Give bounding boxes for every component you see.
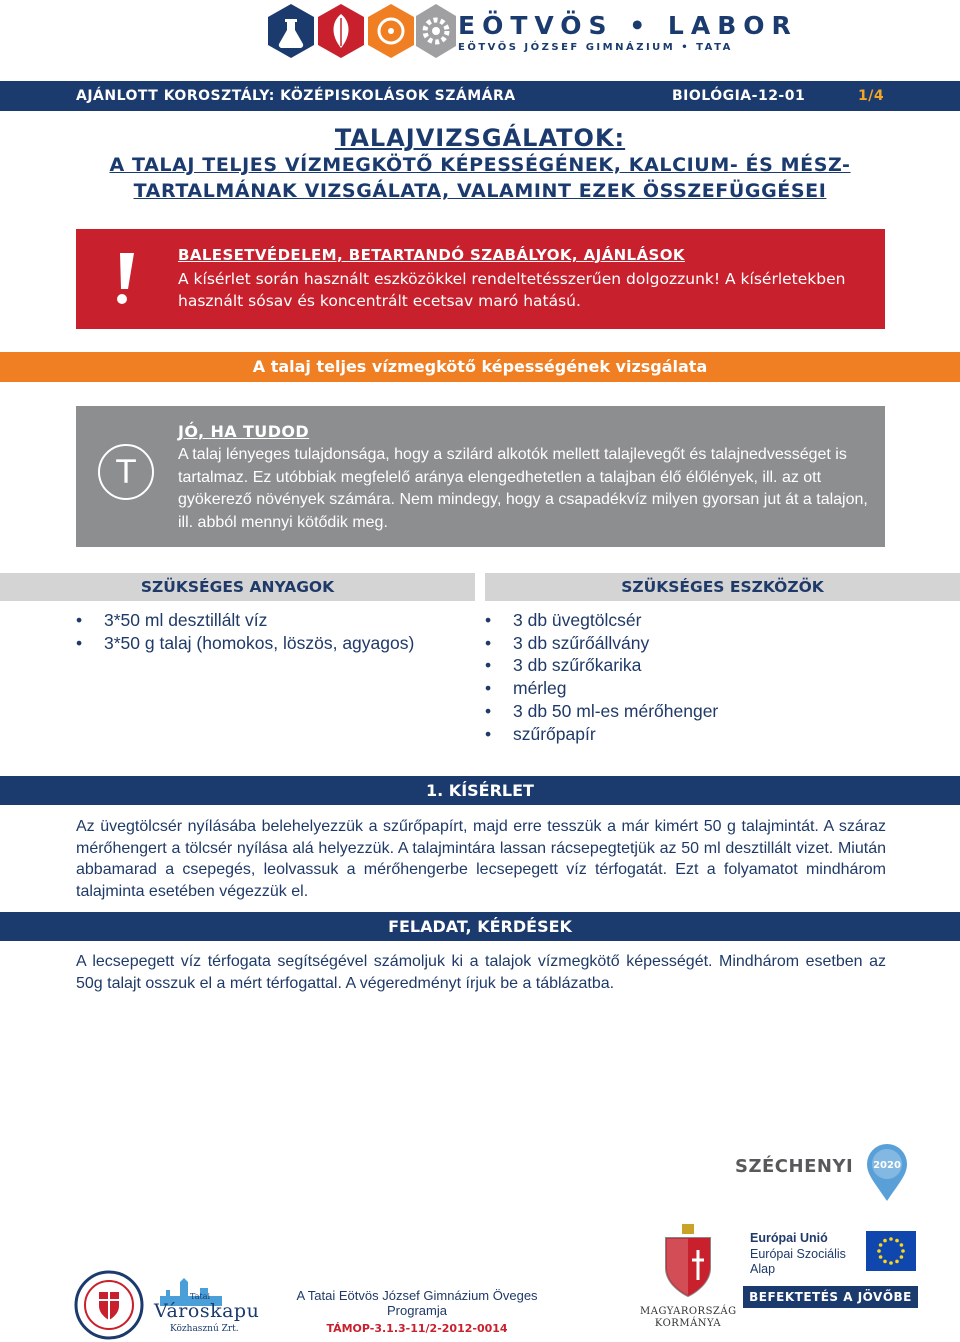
location-pin-icon	[865, 1143, 909, 1203]
brand	[458, 12, 798, 53]
materials-list	[76, 609, 414, 654]
varoskapu-tatai: Tatai	[190, 1292, 211, 1301]
experiment-text: Az üvegtölcsér nyílásába belehelyezzük a szűrőpapírt, majd erre tesszük a már kimért 50 g talajmintát. A száraz mérőhengert a tölcsér nyílása alá helyezzük. A talajmintára lassan rácsepegtetjük az 50 ml desztillált vizet. Miután abbamarad a csepegés, leolvassuk a mérőhengerbe lecsepegett víz térfogatát. Ezt a folyamatot mindhárom talajminta esetében végezzük el.	[76, 818, 886, 900]
subject-code: BIOLÓGIA-12-01	[672, 88, 806, 104]
list-item: • 3*50 g talaj (homokos, löszös, agyagos)	[76, 632, 414, 655]
header-bar	[0, 81, 960, 111]
tools-heading: SZÜKSÉGES ESZKÖZÖK	[485, 573, 960, 601]
info-heading: JÓ, HA TUDOD	[178, 422, 310, 441]
list-item: • 3 db szűrőállvány	[485, 632, 718, 655]
list-item: • 3 db 50 ml-es mérőhenger	[485, 700, 718, 723]
info-text: A talaj lényeges tulajdonsága, hogy a szilárd alkotók mellett talajlevegőt és talajnedvességet is tartalmaz. Ez utóbbiak megfelelő aránya elengedhetetlen a talajban élő élőlények, ill. az ott gyökerező növények számára. Nem mindegy, hogy a csapadékvíz milyen gyorsan jut át a talajon, ill. abból mennyi kötődik meg.	[178, 446, 868, 531]
experiment-heading: 1. KÍSÉRLET	[0, 776, 960, 805]
eu-flag-icon	[866, 1231, 916, 1271]
szechenyi-label: SZÉCHENYI	[735, 1156, 854, 1177]
list-item: • 3 db üvegtölcsér	[485, 609, 718, 632]
title-line-2: A TALAJ TELJES VÍZMEGKÖTŐ KÉPESSÉGÉNEK, KALCIUM- ÉS MÉSZ-TARTALMÁNAK VIZSGÁLATA, VALAMINT EZEK ÖSSZEFÜGGÉSEI	[109, 154, 851, 202]
brand-title: EÖTVÖS • LABOR	[458, 11, 798, 40]
gov-line-2: KORMÁNYA	[654, 1318, 722, 1329]
hungarian-government-logo	[640, 1222, 736, 1340]
eotvos-labor-logo-hexagons	[266, 2, 456, 60]
eu-line-1: Európai Unió	[750, 1231, 828, 1245]
safety-box	[76, 229, 885, 329]
hungarian-coat-of-arms-icon	[658, 1222, 718, 1302]
gov-line-1: MAGYARORSZÁG	[640, 1306, 737, 1317]
varoskapu-logo	[150, 1278, 260, 1338]
program-code: TÁMOP-3.1.3-11/2-2012-0014	[326, 1322, 508, 1335]
varoskapu-subtitle: Közhasznú Zrt.	[170, 1324, 239, 1334]
eu-line-3: Alap	[750, 1262, 776, 1276]
page-number: 1/4	[858, 88, 885, 104]
varoskapu-name: Városkapu	[154, 1300, 260, 1322]
szechenyi-year: 2020	[873, 1160, 901, 1171]
section-title: A talaj teljes vízmegkötő képességének vizsgálata	[0, 352, 960, 382]
eu-line-2: Európai Szociális	[750, 1246, 846, 1261]
title-line-1: TALAJVIZSGÁLATOK:	[334, 124, 626, 152]
list-item: • 3*50 ml desztillált víz	[76, 609, 414, 632]
program-line: A Tatai Eötvös József Gimnázium Öveges Programja	[296, 1288, 538, 1318]
eu-slogan-bar: BEFEKTETÉS A JÖVŐBE	[743, 1286, 918, 1308]
materials-heading: SZÜKSÉGES ANYAGOK	[0, 573, 475, 601]
school-crest-logo	[72, 1270, 146, 1340]
audience-label: AJÁNLOTT KOROSZTÁLY: KÖZÉPISKOLÁSOK SZÁMÁRA	[76, 88, 516, 104]
task-text: A lecsepegett víz térfogata segítségével számoljuk ki a talajok vízmegkötő képességét. Mindhárom esetben az 50g talajt osszuk el a mért térfogattal. A végeredményt írjuk be a táblázatba.	[76, 953, 886, 992]
list-item: • mérleg	[485, 677, 718, 700]
exclamation-icon	[98, 251, 148, 307]
brand-subtitle: EÖTVÖS JÓZSEF GIMNÁZIUM • TATA	[458, 42, 733, 53]
info-box	[76, 406, 885, 547]
list-item: • 3 db szűrőkarika	[485, 654, 718, 677]
task-heading: FELADAT, KÉRDÉSEK	[0, 912, 960, 941]
list-item: • szűrőpapír	[485, 723, 718, 746]
tip-icon: T	[98, 444, 154, 500]
safety-text: A kísérlet során használt eszközökkel rendeltetésszerűen dolgozzunk! A kísérletekben használt sósav és koncentrált ecetsav maró hatású.	[178, 270, 846, 310]
document-title	[0, 124, 960, 204]
tools-list	[485, 609, 718, 745]
program-info	[276, 1288, 558, 1335]
safety-heading: BALESETVÉDELEM, BETARTANDÓ SZABÁLYOK, AJÁNLÁSOK	[178, 246, 685, 264]
